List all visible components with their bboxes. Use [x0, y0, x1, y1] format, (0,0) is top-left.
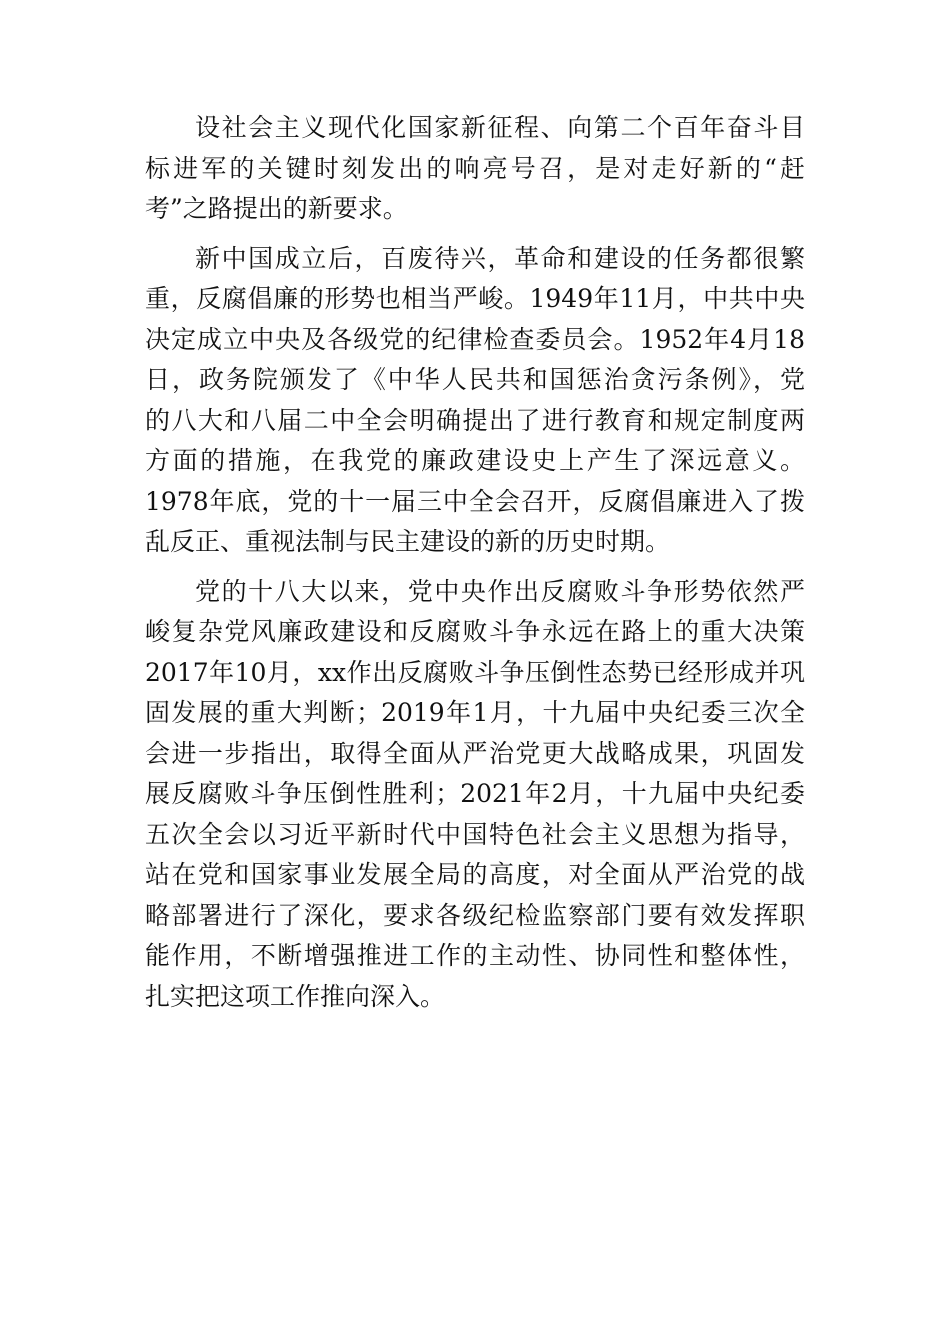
paragraph-3 [145, 572, 805, 1018]
paragraph-line: 新中国成立后，百废待兴，革命和建设的任务都很繁 [195, 243, 805, 273]
paragraph-line: 乱反正、重视法制与民主建设的新的历史时期。 [145, 527, 671, 556]
document-body [145, 108, 805, 1026]
paragraph-line: 会进一步指出，取得全面从严治党更大战略成果，巩固发 [145, 738, 805, 768]
paragraph-line: 决定成立中央及各级党的纪律检查委员会。1952年4月18 [145, 324, 805, 354]
paragraph-line: 的八大和八届二中全会明确提出了进行教育和规定制度两 [145, 405, 805, 435]
paragraph-line: 固发展的重大判断；2019年1月，十九届中央纪委三次全 [145, 698, 805, 727]
paragraph-line: 五次全会以习近平新时代中国特色社会主义思想为指导， [145, 819, 805, 849]
paragraph-line: 站在党和国家事业发展全局的高度，对全面从严治党的战 [145, 860, 805, 889]
paragraph-1 [145, 108, 805, 230]
paragraph-line: 党的十八大以来，党中央作出反腐败斗争形势依然严 [195, 576, 805, 606]
paragraph-line: 展反腐败斗争压倒性胜利；2021年2月，十九届中央纪委 [145, 779, 805, 808]
paragraph-line: 扎实把这项工作推向深入。 [145, 981, 446, 1011]
paragraph-line: 设社会主义现代化国家新征程、向第二个百年奋斗目 [195, 113, 805, 142]
paragraph-line: 2017年10月，xx作出反腐败斗争压倒性态势已经形成并巩 [145, 657, 805, 687]
paragraph-2 [145, 239, 805, 563]
paragraph-line: 重，反腐倡廉的形势也相当严峻。1949年11月，中共中央 [145, 284, 805, 313]
paragraph-line: 方面的措施，在我党的廉政建设史上产生了深远意义。 [145, 446, 805, 475]
paragraph-line: 考”之路提出的新要求。 [145, 194, 408, 223]
paragraph-line: 1978年底，党的十一届三中全会召开，反腐倡廉进入了拨 [145, 486, 805, 516]
paragraph-line: 日，政务院颁发了《中华人民共和国惩治贪污条例》，党 [145, 365, 805, 394]
paragraph-line: 标进军的关键时刻发出的响亮号召，是对走好新的“赶 [145, 153, 805, 183]
paragraph-line: 能作用，不断增强推进工作的主动性、协同性和整体性， [145, 941, 805, 970]
paragraph-line: 略部署进行了深化，要求各级纪检监察部门要有效发挥职 [145, 900, 805, 930]
paragraph-line: 峻复杂党风廉政建设和反腐败斗争永远在路上的重大决策 [145, 617, 805, 646]
